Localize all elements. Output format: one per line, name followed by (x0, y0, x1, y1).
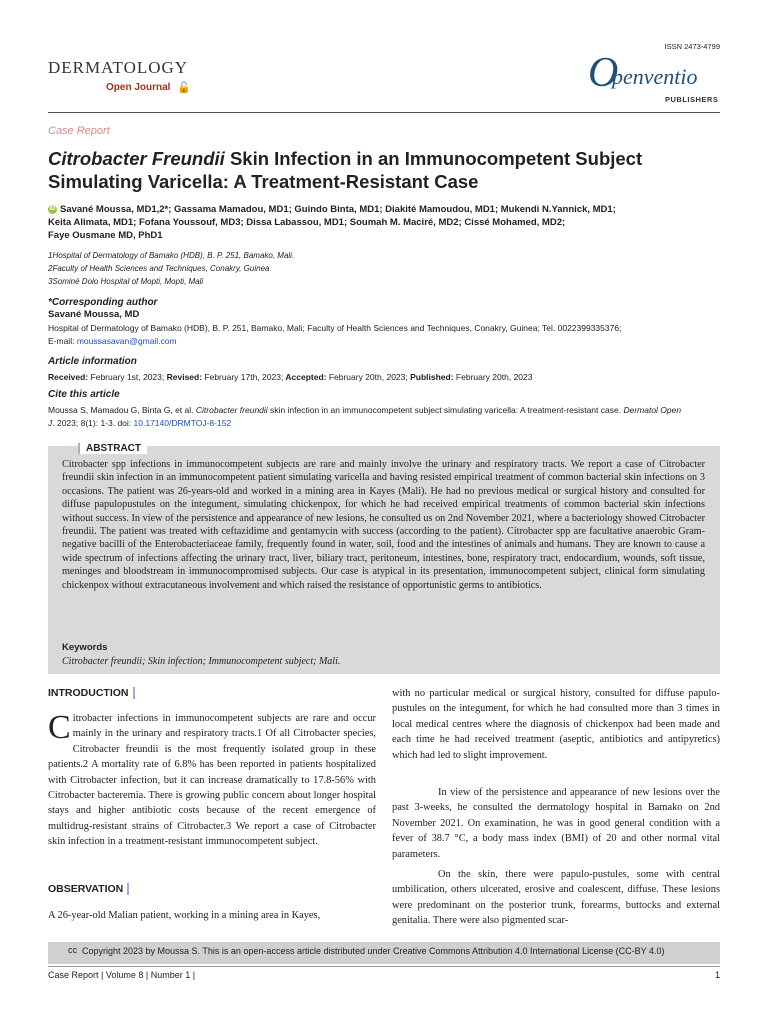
observation-text: A 26-year-old Malian patient, working in a mining area in Kayes, (48, 910, 321, 921)
corresponding-label: *Corresponding author (48, 297, 158, 308)
published-date: February 20th, 2023 (453, 372, 533, 382)
affiliation-3: 3Sominé Dolo Hospital of Mopti, Mopti, Mali (48, 277, 204, 286)
journal-name: DERMATOLOGY (48, 58, 189, 77)
cite-species: Citrobacter freundii (195, 405, 268, 415)
article-type: Case Report (48, 125, 110, 137)
publisher-logo-text: penventio (612, 64, 698, 89)
citation (48, 404, 728, 430)
column-2-para-3: On the skin, there were papulo-pustules, some with central umbilication, others ulcerated, erosive and coalescent, diffuse. These lesions were predominant on the posterior trunk, forearms, buttocks and external genitalia. There were also pigmented scar- (392, 869, 720, 927)
open-access-lock-icon: 🔓 (177, 82, 191, 94)
corresponding-address: Hospital of Dermatology of Bamako (HDB), B. P. 251, Bamako, Mali; Faculty of Health Sciences and Techniques, Conakry, Guinea; Tel. 0022399335376; (48, 323, 622, 333)
keywords-label: Keywords (62, 642, 108, 653)
author-list (48, 203, 728, 242)
accepted-label: Accepted: (283, 372, 327, 382)
affiliation-1: 1Hospital of Dermatology of Bamako (HDB), B. P. 251, Bamako, Mali. (48, 251, 295, 260)
publisher-logo-initial: O (588, 50, 619, 96)
cite-journal: Dermatol Open (623, 405, 682, 415)
article-title (48, 147, 718, 193)
creative-commons-icon: cc (68, 945, 77, 955)
email-label: E-mail: (48, 336, 77, 346)
header-divider (48, 112, 720, 113)
column-2-para-1: with no particular medical or surgical history, consulted for diffuse papulo-pustules on the integument, for which he had consulted more than 3 times in local medical centres where the diagnosis of chickenpox had been made and each time he had received treatment (aseptic, antibiotics and antipyretics) which had led to slight improvement. (392, 688, 720, 761)
authors-line-3: Faye Ousmane MD, PhD1 (48, 230, 163, 241)
title-italic: Citrobacter Freundii (48, 148, 225, 169)
introduction-heading: INTRODUCTION (48, 687, 135, 699)
received-label: Received: (48, 372, 89, 382)
affiliation-2: 2Faculty of Health Sciences and Techniques, Conakry, Guinea (48, 264, 270, 273)
article-info-label: Article information (48, 356, 137, 367)
issn: ISSN 2473-4799 (664, 42, 720, 51)
doi-link[interactable]: 10.17140/DRMTOJ-8-152 (133, 418, 232, 428)
abstract-text: Citrobacter spp infections in immunocompetent subjects are rare and mainly involve the urinary and respiratory tracts. We report a case of Citrobacter freundii skin infection in an immunocompetent patient simulating varicella and having resisted empirical treatment of common bacterial skin infections on 3 occasions. The patient was 26-years-old and worked in a mining area in Kayes (Mali). He had no previous medical or surgical history and consulted for diffuse papulopustules on the integument, simulating chickenpox, for which he had received empirical treatments of common bacterial skin infections without success. In view of the persistence and appearance of new lesions, he consulted us on 2nd November 2021, where a bacteriology showed Citrobacter freundii. The patient was treated with ceftazidime and gentamycin with success (according to the patient). Citrobacter spp are facultative anaerobic Gram-negative bacilli of the Enterobacteriaceae family, frequently found in water, soil, food and the intestines of animals and humans. They are known to cause a wide spectrum of infections affecting the urinary tract, liver, biliary tract, peritoneum, intestines, bone, respiratory tract, endocardium, wounds, soft tissue, meninges and bloodstream in immunocompromised subjects. Our case is atypical in its presentation, immunocompetent subject, clinical form simulating chickenpox without extracutaneous involvement and which raised the resistance of opportunistic germs to antibiotics. (62, 459, 705, 591)
dropcap: C (48, 709, 71, 746)
title-rest: Skin Infection in an Immunocompetent Subject Simulating Varicella: A Treatment-Resistant Case (48, 148, 643, 192)
license-text: Copyright 2023 by Moussa S. This is an open-access article distributed under Creative Commons Attribution 4.0 International License (CC-BY 4.0) (82, 946, 665, 956)
introduction-body: itrobacter infections in immunocompetent subjects are rare and occur mainly in the urinary and respiratory tracts.1 Of all Citrobacter species, Citrobacter freundii is the most frequently isolated group in these patients.2 A mortality rate of 6.8% has been reported in patients hospitalized with Citrobacter infection, but it can increase dramatically to 17.8-56% with Citrobacter bacteremia. There is growing public concern about longer hospital stays and higher antibiotic costs because of the recent emergence of multidrug-resistant strains of Citrobacter.3 We report a case of Citrobacter skin infection in a treatment-resistant immunocompetent subject. (48, 713, 376, 848)
cite-journal-j: J (48, 418, 53, 428)
cite-volume: . 2023; 8(1): 1-3. doi: (52, 418, 134, 428)
accepted-date: February 20th, 2023; (326, 372, 408, 382)
corresponding-email-line (48, 336, 177, 346)
footer-issue-info: Case Report | Volume 8 | Number 1 | (48, 970, 196, 980)
observation-heading: OBSERVATION (48, 883, 129, 895)
abstract-heading: ABSTRACT (78, 443, 147, 454)
authors-line-1: Savané Moussa, MD1,2*; Gassama Mamadou, MD1; Guindo Binta, MD1; Diakité Mamoudou, MD1; Mukendi N.Yannick, MD1; (60, 204, 616, 215)
keywords: Citrobacter freundii; Skin infection; Immunocompetent subject; Mali. (62, 656, 341, 667)
revised-label: Revised: (164, 372, 203, 382)
footer-divider (48, 966, 720, 967)
published-label: Published: (407, 372, 454, 382)
cite-title: skin infection in an immunocompetent subject simulating varicella: A treatment-resistant case. (267, 405, 624, 415)
cite-authors: Moussa S, Mamadou G, Binta G, et al. (48, 405, 196, 415)
email-link[interactable]: moussasavan@gmail.com (76, 336, 177, 346)
orcid-icon[interactable]: iD (49, 205, 56, 212)
article-dates (48, 372, 532, 382)
authors-line-2: Keita Alimata, MD1; Fofana Youssouf, MD3; Dissa Labassou, MD1; Soumah M. Maciré, MD2; Cissé Mohamed, MD2; (48, 217, 566, 228)
publisher-logo-tagline: PUBLISHERS (665, 95, 719, 104)
journal-subtitle: Open Journal (106, 82, 171, 93)
received-date: February 1st, 2023; (88, 372, 165, 382)
page-number: 1 (714, 970, 720, 980)
introduction-text (48, 711, 376, 850)
revised-date: February 17th, 2023; (202, 372, 284, 382)
cite-label: Cite this article (48, 389, 120, 400)
corresponding-name: Savané Moussa, MD (48, 309, 140, 320)
column-2-para-2: In view of the persistence and appearance of new lesions over the past 3-weeks, he consulted the dermatology hospital in Bamako on 2nd November 2021. On examination, he was in good general condition with a fever of 38.7 °C, a body mass index (BMI) of 20 and other normal vital parameters. (392, 787, 720, 860)
